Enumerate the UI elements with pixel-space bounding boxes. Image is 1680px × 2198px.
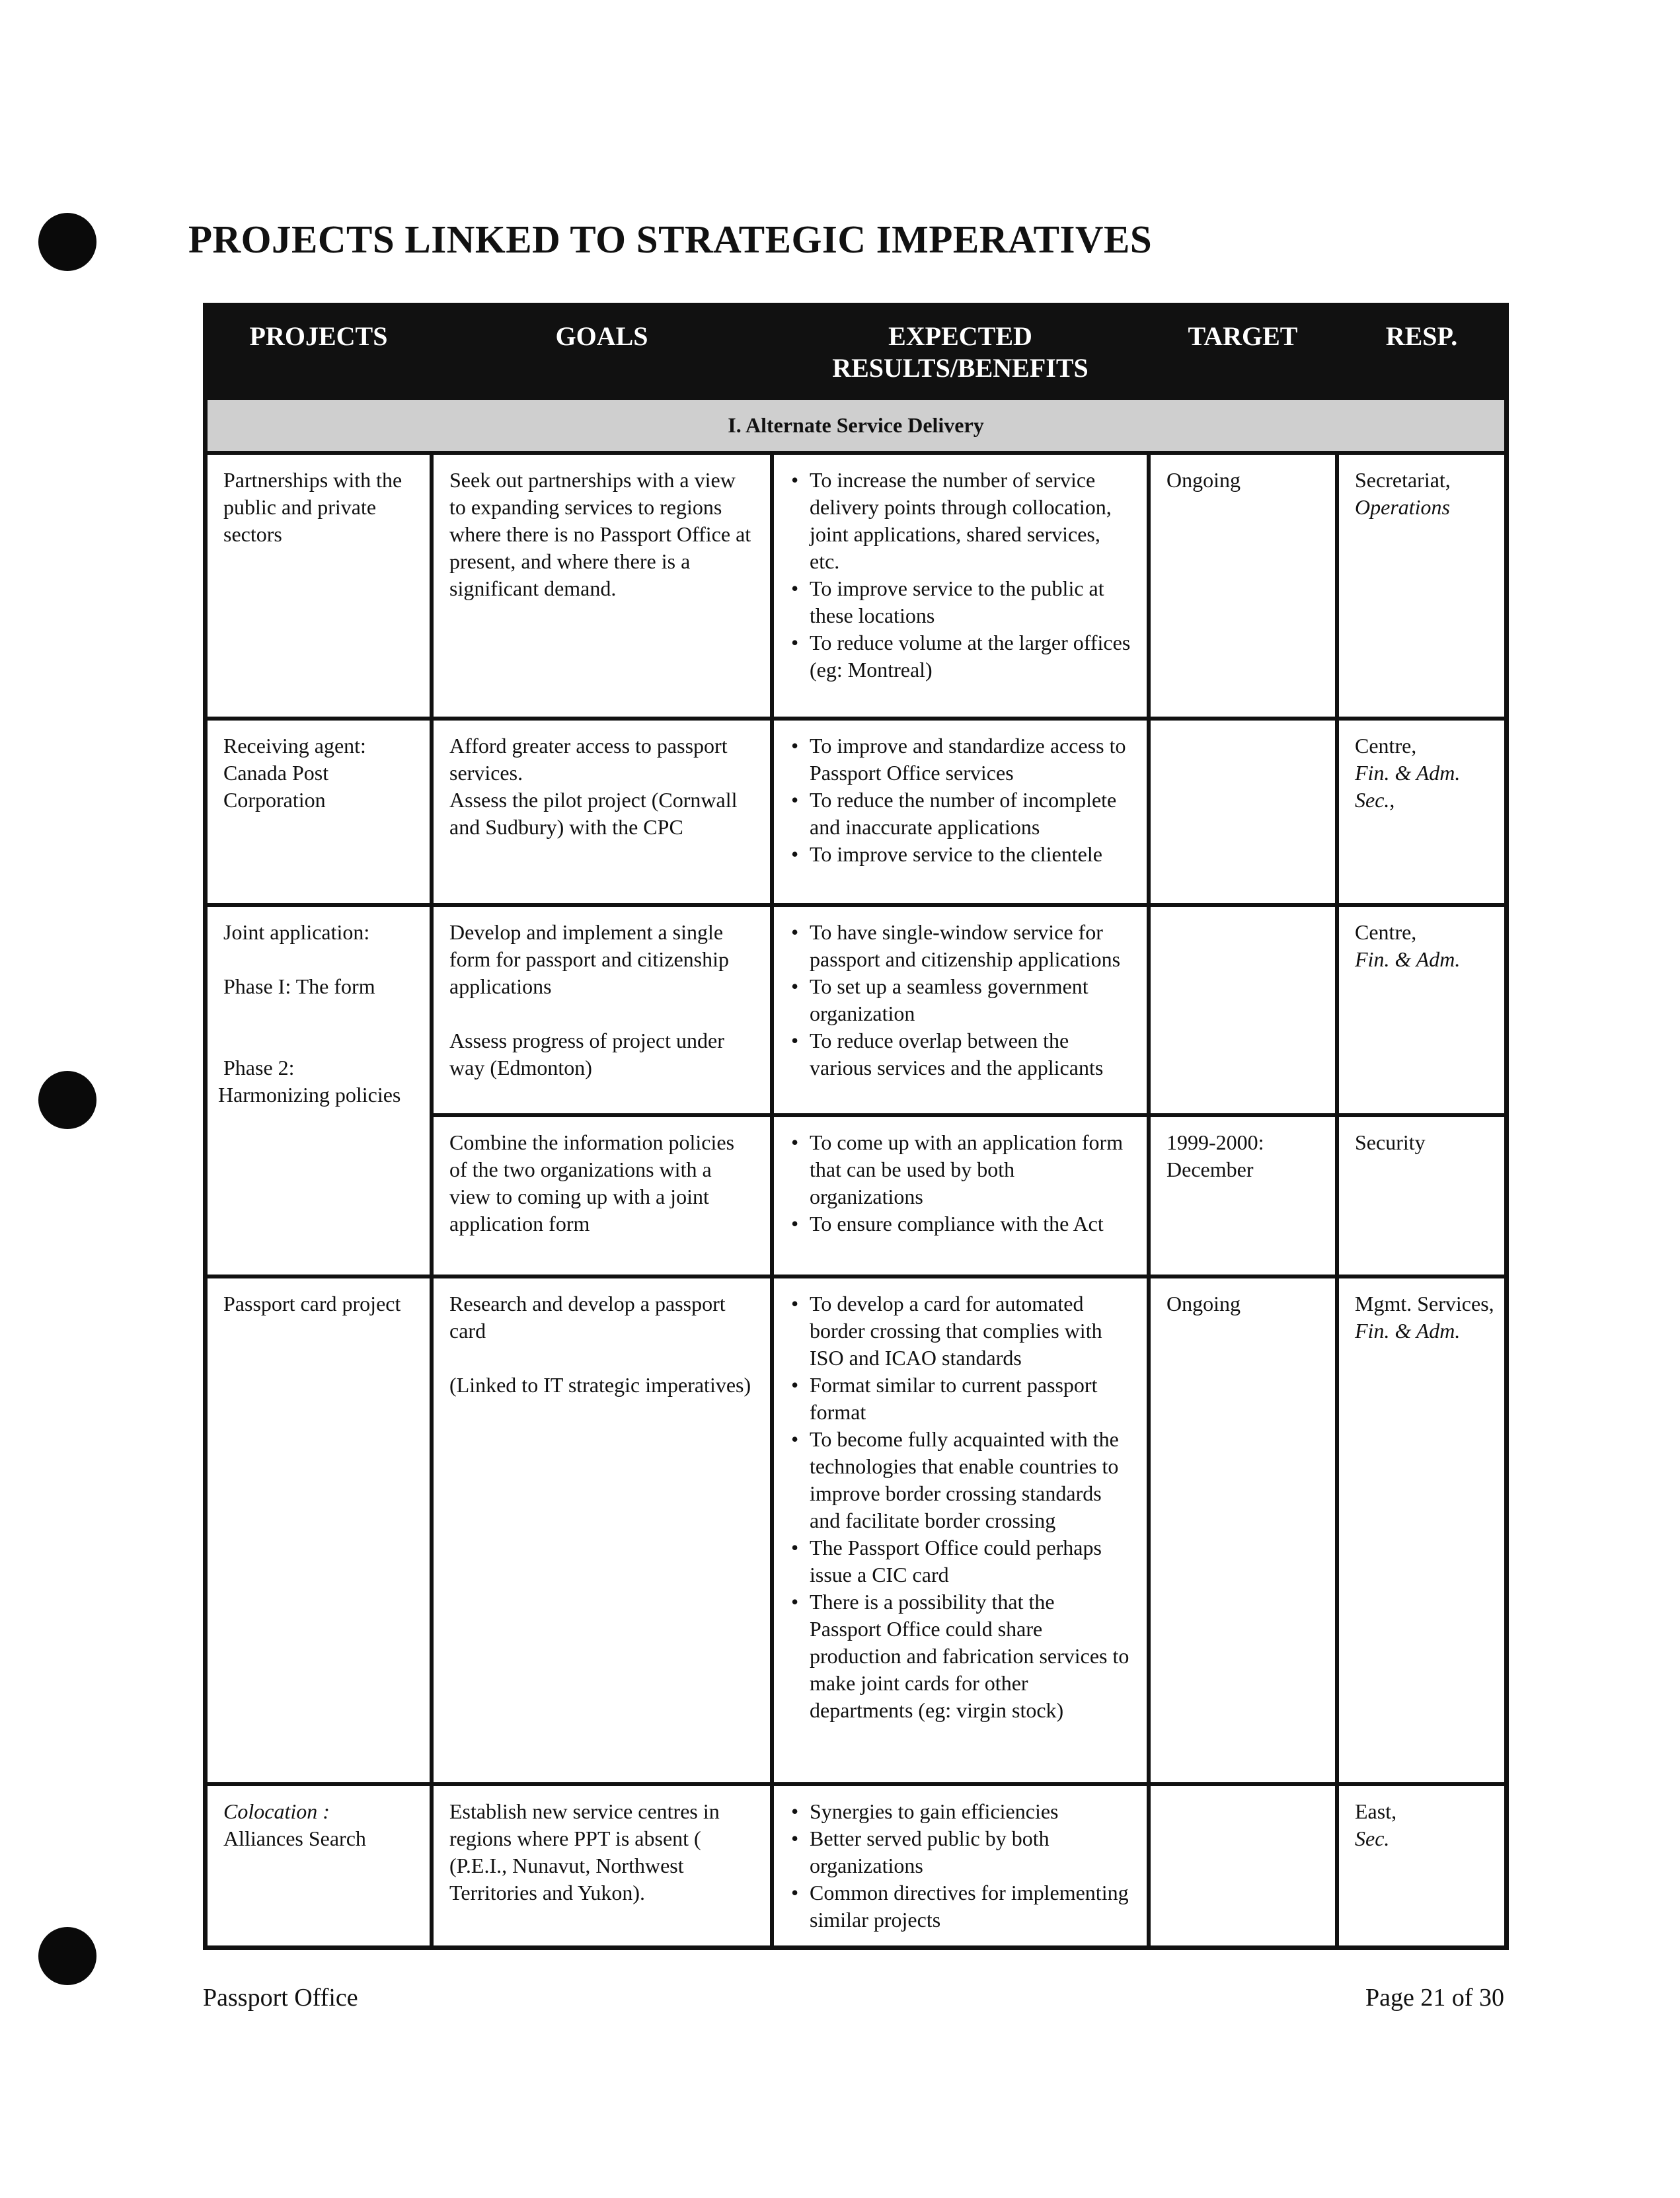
- header-projects: PROJECTS: [206, 305, 432, 398]
- project-text: sectors: [223, 522, 282, 546]
- resp-cell: [1337, 905, 1506, 1115]
- resp-text: Sec.,: [1355, 788, 1395, 812]
- resp-text: Fin. & Adm.: [1355, 761, 1461, 785]
- header-expected-line2: RESULTS/BENEFITS: [832, 353, 1088, 383]
- list-item: • Format similar to current passport format: [810, 1372, 1131, 1426]
- project-text: Canada Post: [223, 761, 329, 785]
- results-cell: [772, 905, 1149, 1115]
- list-item: • To reduce volume at the larger offices (eg: Montreal): [810, 629, 1131, 684]
- goals-cell: [432, 905, 772, 1115]
- resp-text: Operations: [1355, 495, 1450, 519]
- results-cell: [772, 1276, 1149, 1784]
- header-expected-line1: EXPECTED: [888, 321, 1032, 351]
- resp-cell: [1337, 719, 1506, 905]
- list-item: • The Passport Office could perhaps issue a CIC card: [810, 1534, 1131, 1589]
- binder-hole-middle: [38, 1071, 96, 1129]
- list-item: • To have single-window service for passport and citizenship applications: [810, 919, 1131, 973]
- list-item: • Synergies to gain efficiencies: [810, 1798, 1131, 1825]
- header-row: [206, 305, 1506, 398]
- target-cell: [1149, 905, 1337, 1115]
- goals-text: Seek out partnerships with a view to expanding services to regions where there is no Passport Office at present, and where there is a significant demand.: [449, 468, 751, 600]
- project-text: Joint application:: [223, 920, 370, 944]
- table-row: [206, 453, 1506, 719]
- project-cell: [206, 1276, 432, 1784]
- results-list: [790, 467, 1131, 684]
- footer-page-number: Page 21 of 30: [1365, 1984, 1504, 2012]
- resp-text: Fin. & Adm.: [1355, 947, 1461, 971]
- list-item: • To improve service to the clientele: [810, 841, 1131, 868]
- resp-cell: [1337, 1784, 1506, 1947]
- goals-text: Combine the information policies of the two organizations with a view to coming up with a joint application form: [449, 1130, 735, 1236]
- list-item: • To reduce the number of incomplete and inaccurate applications: [810, 787, 1131, 841]
- page-title: PROJECTS LINKED TO STRATEGIC IMPERATIVES: [188, 217, 1153, 261]
- project-text: Corporation: [223, 788, 326, 812]
- table-row: [206, 1784, 1506, 1947]
- goals-text: Afford greater access to passport services.: [449, 734, 728, 785]
- results-list: [790, 1129, 1131, 1237]
- project-text: Alliances Search: [223, 1826, 366, 1850]
- target-cell: [1149, 1115, 1337, 1276]
- goals-text: Develop and implement a single form for passport and citizenship applications: [449, 920, 729, 998]
- project-text: Phase I: The form: [223, 974, 375, 998]
- resp-text: Fin. & Adm.: [1355, 1319, 1461, 1343]
- list-item: • To come up with an application form that can be used by both organizations: [810, 1129, 1131, 1210]
- goals-text: Establish new service centres in regions where PPT is absent ( (P.E.I., Nunavut, Northwest Territories and Yukon).: [449, 1799, 720, 1904]
- results-cell: [772, 1784, 1149, 1947]
- section-row: [206, 398, 1506, 453]
- project-text: Passport card project: [223, 1292, 401, 1315]
- list-item: • To ensure compliance with the Act: [810, 1210, 1131, 1237]
- section-title: I. Alternate Service Delivery: [206, 398, 1506, 453]
- resp-text: Security: [1355, 1130, 1426, 1154]
- list-item: • To reduce overlap between the various services and the applicants: [810, 1027, 1131, 1081]
- binder-hole-top: [38, 213, 96, 271]
- footer-office: Passport Office: [203, 1984, 358, 2012]
- target-cell: Ongoing: [1149, 453, 1337, 719]
- project-cell: [206, 1784, 432, 1947]
- results-cell: [772, 1115, 1149, 1276]
- list-item: • To increase the number of service delivery points through collocation, joint applications, shared services, etc.: [810, 467, 1131, 575]
- target-cell: [1149, 1784, 1337, 1947]
- project-cell: [206, 453, 432, 719]
- resp-text: Sec.: [1355, 1826, 1390, 1850]
- target-cell: Ongoing: [1149, 1276, 1337, 1784]
- goals-text: Assess progress of project under way (Edmonton): [449, 1029, 724, 1079]
- project-cell: [206, 719, 432, 905]
- list-item: • To develop a card for automated border crossing that complies with ISO and ICAO standards: [810, 1290, 1131, 1372]
- target-text: 1999-2000:: [1166, 1130, 1264, 1154]
- resp-cell: [1337, 453, 1506, 719]
- results-cell: [772, 719, 1149, 905]
- results-list: [790, 1798, 1131, 1934]
- goals-cell: [432, 453, 772, 719]
- header-target: TARGET: [1149, 305, 1337, 398]
- goals-cell: [432, 719, 772, 905]
- project-text: Receiving agent:: [223, 734, 366, 758]
- header-resp: RESP.: [1337, 305, 1506, 398]
- target-cell: [1149, 719, 1337, 905]
- project-text: public and private: [223, 495, 377, 519]
- header-goals: GOALS: [432, 305, 772, 398]
- project-text: Phase 2:: [223, 1056, 295, 1079]
- results-list: [790, 919, 1131, 1081]
- list-item: • To improve and standardize access to Passport Office services: [810, 732, 1131, 787]
- resp-text: Mgmt. Services,: [1355, 1292, 1494, 1315]
- table-row: [206, 1276, 1506, 1784]
- project-text: Harmonizing policies: [218, 1083, 401, 1107]
- goals-cell: [432, 1784, 772, 1947]
- binder-hole-bottom: [38, 1927, 96, 1985]
- goals-text: Research and develop a passport card: [449, 1292, 726, 1343]
- target-text: December: [1166, 1158, 1254, 1181]
- project-cell: [206, 905, 432, 1276]
- list-item: • To improve service to the public at these locations: [810, 575, 1131, 629]
- resp-cell: [1337, 1276, 1506, 1784]
- resp-text: Secretariat,: [1355, 468, 1451, 492]
- list-item: • To set up a seamless government organization: [810, 973, 1131, 1027]
- resp-text: East,: [1355, 1799, 1397, 1823]
- table-row: [206, 719, 1506, 905]
- header-expected-results: [772, 305, 1149, 398]
- resp-cell: [1337, 1115, 1506, 1276]
- results-cell: [772, 453, 1149, 719]
- list-item: • Common directives for implementing similar projects: [810, 1879, 1131, 1934]
- results-list: [790, 732, 1131, 868]
- project-text: Partnerships with the: [223, 468, 402, 492]
- list-item: • There is a possibility that the Passport Office could share production and fabrication services to make joint cards for other departments (eg: virgin stock): [810, 1589, 1131, 1724]
- goals-text: Assess the pilot project (Cornwall and Sudbury) with the CPC: [449, 788, 738, 839]
- list-item: • To become fully acquainted with the technologies that enable countries to improve border crossing standards and facilitate border crossing: [810, 1426, 1131, 1534]
- project-text: Colocation :: [223, 1799, 330, 1823]
- goals-cell: [432, 1276, 772, 1784]
- table-row: [206, 905, 1506, 1115]
- list-item: • Better served public by both organizations: [810, 1825, 1131, 1879]
- goals-text: (Linked to IT strategic imperatives): [449, 1373, 751, 1397]
- results-list: [790, 1290, 1131, 1724]
- projects-table: [203, 303, 1509, 1950]
- resp-text: Centre,: [1355, 920, 1417, 944]
- resp-text: Centre,: [1355, 734, 1417, 758]
- goals-cell: [432, 1115, 772, 1276]
